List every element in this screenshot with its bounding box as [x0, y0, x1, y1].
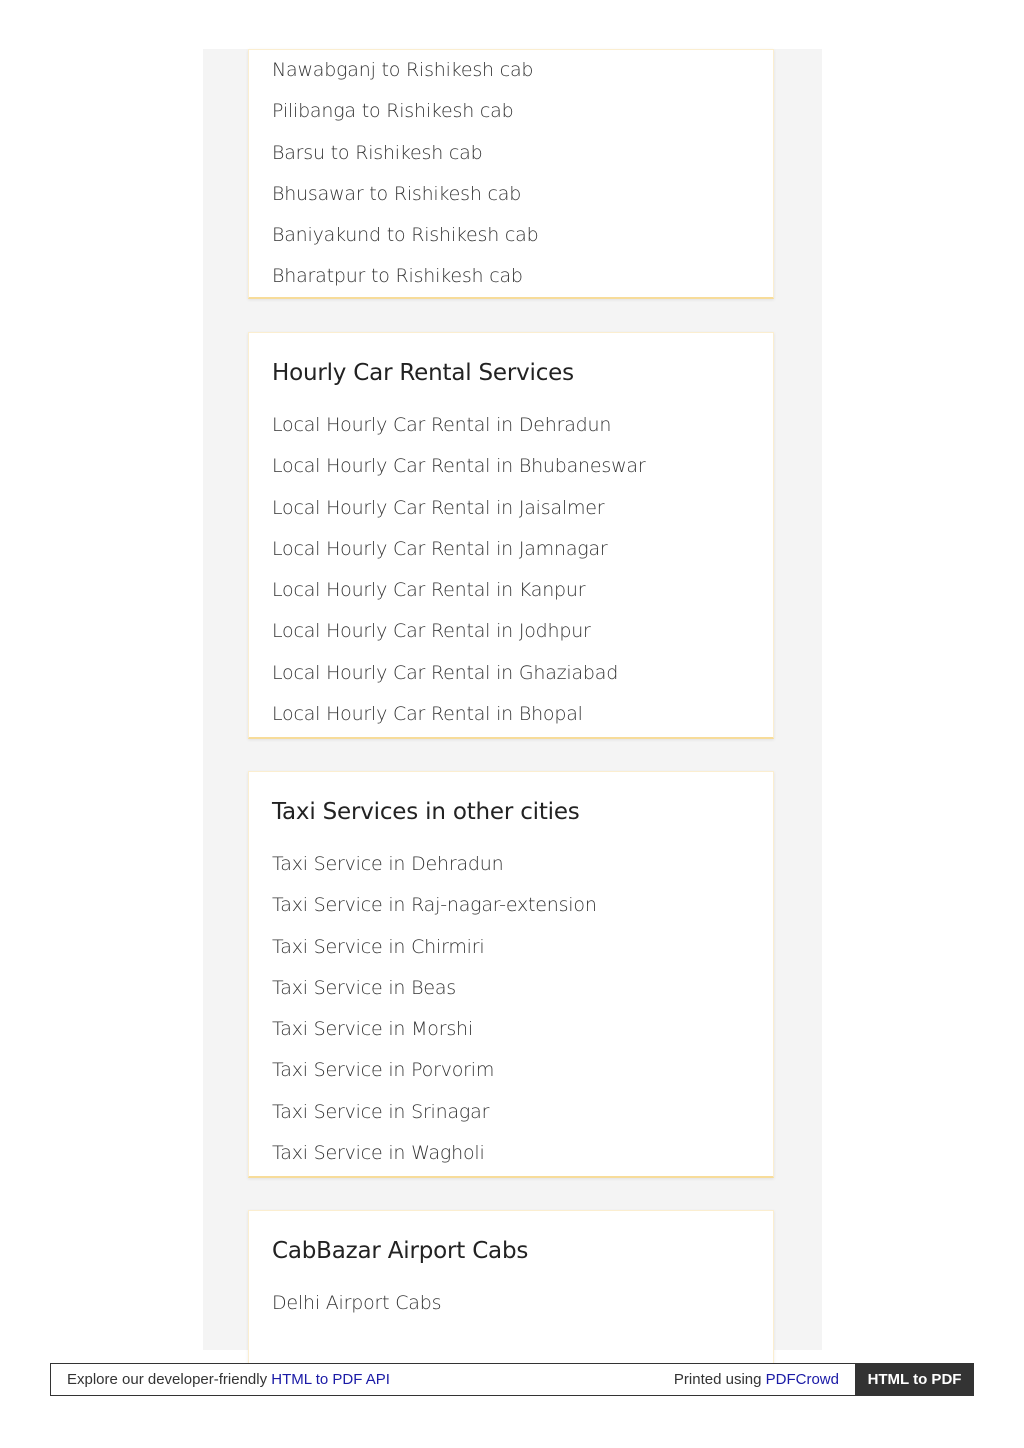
list-item[interactable]: [272, 91, 763, 132]
pdfcrowd-link[interactable]: PDFCrowd: [765, 1371, 839, 1388]
airport-cabs-card: [248, 1210, 774, 1370]
route-link[interactable]: Bhusawar to Rishikesh cab: [272, 182, 522, 205]
taxi-service-link[interactable]: Taxi Service in Morshi: [272, 1018, 473, 1041]
list-item[interactable]: [272, 570, 763, 611]
taxi-service-link[interactable]: Taxi Service in Srinagar: [272, 1100, 490, 1123]
list-item[interactable]: [272, 1092, 763, 1133]
list-item[interactable]: [272, 529, 763, 570]
list-item[interactable]: [272, 488, 763, 529]
hourly-rental-link[interactable]: Local Hourly Car Rental in Dehradun: [272, 414, 612, 436]
list-item[interactable]: [272, 844, 763, 885]
list-item[interactable]: [272, 1283, 763, 1324]
hourly-rental-link[interactable]: Local Hourly Car Rental in Ghaziabad: [272, 661, 619, 684]
footer-printed-text: Printed using: [673, 1371, 762, 1388]
taxi-service-link[interactable]: Taxi Service in Raj-nagar-extension: [272, 894, 597, 917]
list-item[interactable]: [272, 405, 763, 446]
footer-explore-text: Explore our developer-friendly: [67, 1371, 268, 1388]
list-item[interactable]: [272, 968, 763, 1009]
list-item[interactable]: [272, 50, 763, 91]
pdfcrowd-footer: [50, 1363, 974, 1396]
hourly-rental-link[interactable]: Local Hourly Car Rental in Bhopal: [272, 703, 583, 726]
taxi-services-list: [272, 844, 763, 1165]
route-links-list: [272, 50, 763, 288]
route-link[interactable]: Pilibanga to Rishikesh cab: [272, 100, 514, 123]
html-to-pdf-badge[interactable]: HTML to PDF: [855, 1363, 974, 1396]
page-column: [203, 49, 822, 1350]
card-title: Hourly Car Rental Services: [272, 360, 574, 386]
list-item[interactable]: [272, 446, 763, 487]
route-link[interactable]: Nawabganj to Rishikesh cab: [272, 59, 534, 81]
list-item[interactable]: [272, 694, 763, 735]
hourly-rental-link[interactable]: Local Hourly Car Rental in Kanpur: [272, 579, 586, 602]
html-to-pdf-api-link[interactable]: HTML to PDF API: [271, 1371, 390, 1388]
list-item[interactable]: [272, 133, 763, 174]
footer-printed: [674, 1364, 839, 1395]
list-item[interactable]: [272, 215, 763, 256]
card-title: CabBazar Airport Cabs: [272, 1238, 529, 1264]
hourly-rental-card: [248, 332, 774, 739]
hourly-rental-list: [272, 405, 763, 726]
taxi-service-link[interactable]: Taxi Service in Wagholi: [272, 1142, 485, 1165]
route-link[interactable]: Baniyakund to Rishikesh cab: [272, 224, 539, 247]
list-item[interactable]: [272, 927, 763, 968]
hourly-rental-link[interactable]: Local Hourly Car Rental in Jodhpur: [272, 620, 591, 643]
footer-explore: [67, 1364, 390, 1395]
list-item[interactable]: [272, 1009, 763, 1050]
taxi-service-link[interactable]: Taxi Service in Beas: [272, 976, 456, 999]
taxi-service-link[interactable]: Taxi Service in Dehradun: [272, 853, 504, 875]
taxi-service-link[interactable]: Taxi Service in Chirmiri: [272, 935, 485, 958]
route-link[interactable]: Bharatpur to Rishikesh cab: [272, 265, 523, 288]
route-link[interactable]: Barsu to Rishikesh cab: [272, 141, 483, 164]
list-item[interactable]: [272, 653, 763, 694]
list-item[interactable]: [272, 256, 763, 297]
card-title: Taxi Services in other cities: [272, 799, 580, 825]
list-item[interactable]: [272, 885, 763, 926]
list-item[interactable]: [272, 174, 763, 215]
hourly-rental-link[interactable]: Local Hourly Car Rental in Jaisalmer: [272, 496, 605, 519]
list-item[interactable]: [272, 1133, 763, 1174]
list-item[interactable]: [272, 611, 763, 652]
taxi-service-link[interactable]: Taxi Service in Porvorim: [272, 1059, 495, 1082]
hourly-rental-link[interactable]: Local Hourly Car Rental in Bhubaneswar: [272, 455, 646, 478]
taxi-services-card: [248, 771, 774, 1178]
route-links-card: [248, 49, 774, 299]
airport-cab-link[interactable]: Delhi Airport Cabs: [272, 1292, 442, 1314]
list-item[interactable]: [272, 1050, 763, 1091]
hourly-rental-link[interactable]: Local Hourly Car Rental in Jamnagar: [272, 537, 608, 560]
airport-cabs-list: [272, 1283, 763, 1343]
